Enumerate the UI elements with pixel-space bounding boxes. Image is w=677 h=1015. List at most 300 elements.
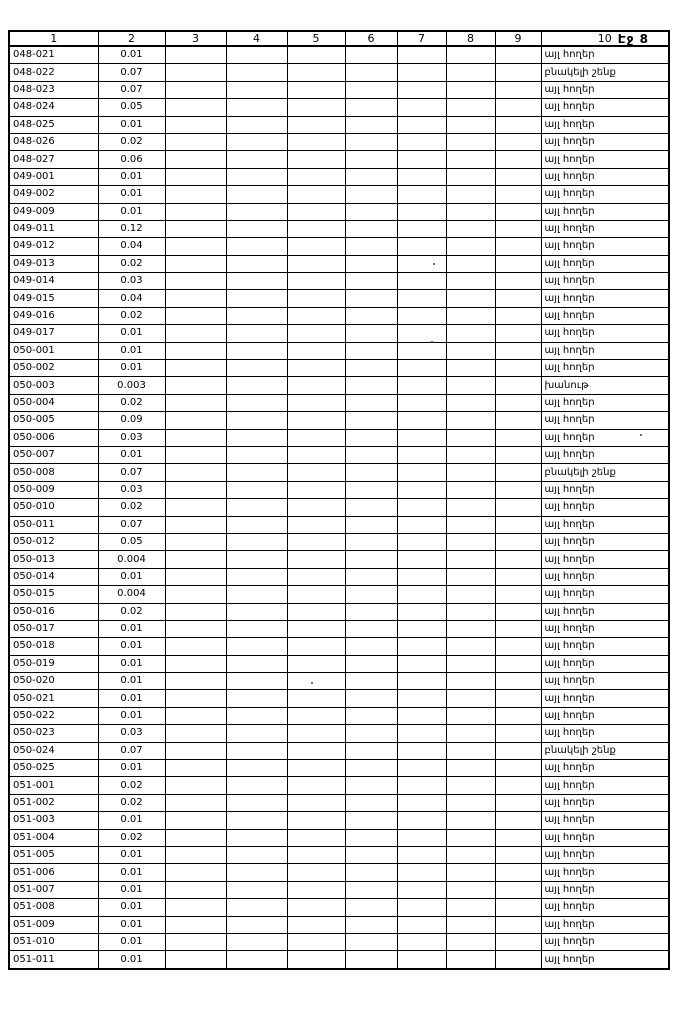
cell-land-type: այլ հողեր: [541, 812, 669, 829]
cell-area-value: 0.01: [98, 638, 165, 655]
cell-empty-col4: [226, 933, 287, 950]
cell-empty-col4: [226, 99, 287, 116]
cell-empty-col3: [165, 203, 226, 220]
cell-parcel-code: 050-023: [9, 725, 98, 742]
cell-empty-col7: [397, 499, 446, 516]
cell-area-value: 0.02: [98, 499, 165, 516]
cell-empty-col8: [446, 116, 495, 133]
cell-empty-col9: [495, 707, 541, 724]
cell-empty-col5: [287, 81, 345, 98]
cell-empty-col5: [287, 742, 345, 759]
table-row: [9, 881, 669, 898]
cell-parcel-code: 048-024: [9, 99, 98, 116]
cell-empty-col9: [495, 568, 541, 585]
cell-land-type: այլ հողեր: [541, 673, 669, 690]
cell-empty-col4: [226, 603, 287, 620]
cell-empty-col5: [287, 360, 345, 377]
cell-area-value: 0.01: [98, 846, 165, 863]
column-header-1: 1: [9, 31, 98, 46]
table-row: [9, 81, 669, 98]
cell-empty-col3: [165, 794, 226, 811]
cell-parcel-code: 050-015: [9, 586, 98, 603]
cell-parcel-code: 048-026: [9, 133, 98, 150]
cell-parcel-code: 050-012: [9, 533, 98, 550]
cell-empty-col8: [446, 881, 495, 898]
cell-empty-col5: [287, 238, 345, 255]
table-row: [9, 638, 669, 655]
cell-empty-col7: [397, 829, 446, 846]
cell-empty-col9: [495, 446, 541, 463]
cell-area-value: 0.12: [98, 220, 165, 237]
cell-empty-col6: [345, 255, 397, 272]
cell-land-type: այլ հողեր: [541, 916, 669, 933]
cell-parcel-code: 051-008: [9, 899, 98, 916]
cell-land-type: այլ հողեր: [541, 290, 669, 307]
cell-empty-col6: [345, 673, 397, 690]
cell-empty-col3: [165, 725, 226, 742]
cell-empty-col4: [226, 794, 287, 811]
cell-empty-col7: [397, 638, 446, 655]
cell-land-type: խանութ: [541, 377, 669, 394]
cell-empty-col8: [446, 568, 495, 585]
cell-empty-col7: [397, 412, 446, 429]
cell-empty-col8: [446, 151, 495, 168]
cell-empty-col3: [165, 360, 226, 377]
cell-empty-col8: [446, 933, 495, 950]
cell-empty-col5: [287, 655, 345, 672]
cell-parcel-code: 048-023: [9, 81, 98, 98]
cell-empty-col4: [226, 273, 287, 290]
cell-empty-col5: [287, 151, 345, 168]
cell-empty-col6: [345, 220, 397, 237]
cell-area-value: 0.02: [98, 255, 165, 272]
cell-empty-col5: [287, 481, 345, 498]
cell-empty-col5: [287, 829, 345, 846]
cell-empty-col9: [495, 760, 541, 777]
cell-land-type: այլ հողեր: [541, 81, 669, 98]
cell-empty-col6: [345, 690, 397, 707]
cell-empty-col6: [345, 325, 397, 342]
cell-empty-col7: [397, 46, 446, 64]
cell-land-type: բնակելի շենք: [541, 64, 669, 81]
cell-land-type: այլ հողեր: [541, 516, 669, 533]
cell-empty-col4: [226, 568, 287, 585]
cell-empty-col9: [495, 64, 541, 81]
cell-empty-col4: [226, 203, 287, 220]
cell-parcel-code: 051-004: [9, 829, 98, 846]
cell-empty-col9: [495, 551, 541, 568]
cell-parcel-code: 050-019: [9, 655, 98, 672]
cell-area-value: 0.02: [98, 307, 165, 324]
cell-empty-col6: [345, 151, 397, 168]
cell-land-type: այլ հողեր: [541, 846, 669, 863]
cell-empty-col6: [345, 203, 397, 220]
cell-empty-col8: [446, 742, 495, 759]
cell-empty-col6: [345, 812, 397, 829]
cell-land-type: այլ հողեր: [541, 499, 669, 516]
cell-parcel-code: 049-013: [9, 255, 98, 272]
table-row: [9, 603, 669, 620]
cell-empty-col6: [345, 916, 397, 933]
cell-parcel-code: 049-011: [9, 220, 98, 237]
cell-parcel-code: 049-017: [9, 325, 98, 342]
cell-empty-col9: [495, 464, 541, 481]
cell-empty-col5: [287, 846, 345, 863]
cell-area-value: 0.07: [98, 516, 165, 533]
cell-empty-col4: [226, 673, 287, 690]
cell-empty-col6: [345, 412, 397, 429]
cell-empty-col3: [165, 533, 226, 550]
cell-parcel-code: 049-014: [9, 273, 98, 290]
cell-empty-col8: [446, 951, 495, 969]
cell-empty-col3: [165, 864, 226, 881]
cell-empty-col7: [397, 655, 446, 672]
cell-empty-col5: [287, 394, 345, 411]
cell-empty-col5: [287, 881, 345, 898]
cell-parcel-code: 050-022: [9, 707, 98, 724]
cell-parcel-code: 048-021: [9, 46, 98, 64]
cell-parcel-code: 050-017: [9, 620, 98, 637]
cell-area-value: 0.01: [98, 186, 165, 203]
cell-empty-col3: [165, 116, 226, 133]
cell-empty-col3: [165, 760, 226, 777]
cell-empty-col3: [165, 568, 226, 585]
cell-empty-col7: [397, 133, 446, 150]
cell-empty-col5: [287, 533, 345, 550]
cell-empty-col3: [165, 255, 226, 272]
cell-land-type: այլ հողեր: [541, 255, 669, 272]
cell-empty-col4: [226, 168, 287, 185]
cell-empty-col8: [446, 273, 495, 290]
cell-empty-col6: [345, 951, 397, 969]
cell-empty-col8: [446, 290, 495, 307]
cell-area-value: 0.01: [98, 864, 165, 881]
cell-empty-col8: [446, 551, 495, 568]
cell-empty-col9: [495, 933, 541, 950]
cell-empty-col6: [345, 238, 397, 255]
cell-empty-col3: [165, 133, 226, 150]
cell-empty-col5: [287, 255, 345, 272]
cell-area-value: 0.01: [98, 760, 165, 777]
cell-empty-col8: [446, 516, 495, 533]
cell-parcel-code: 049-012: [9, 238, 98, 255]
cell-parcel-code: 050-003: [9, 377, 98, 394]
cell-empty-col8: [446, 586, 495, 603]
table-row: [9, 899, 669, 916]
cell-empty-col6: [345, 342, 397, 359]
table-row: [9, 203, 669, 220]
cell-empty-col4: [226, 516, 287, 533]
cell-empty-col6: [345, 533, 397, 550]
cell-empty-col9: [495, 638, 541, 655]
cell-area-value: 0.01: [98, 325, 165, 342]
cell-empty-col7: [397, 707, 446, 724]
cell-empty-col4: [226, 325, 287, 342]
cell-parcel-code: 050-007: [9, 446, 98, 463]
cell-empty-col9: [495, 307, 541, 324]
cell-empty-col3: [165, 812, 226, 829]
cell-empty-col6: [345, 481, 397, 498]
table-row: [9, 673, 669, 690]
cell-area-value: 0.01: [98, 116, 165, 133]
cell-empty-col9: [495, 516, 541, 533]
table-row: [9, 777, 669, 794]
cell-empty-col3: [165, 829, 226, 846]
cell-parcel-code: 051-002: [9, 794, 98, 811]
cell-empty-col3: [165, 690, 226, 707]
cell-empty-col7: [397, 933, 446, 950]
cell-empty-col7: [397, 568, 446, 585]
cell-empty-col4: [226, 412, 287, 429]
table-row: [9, 151, 669, 168]
cell-land-type: այլ հողեր: [541, 881, 669, 898]
cell-area-value: 0.02: [98, 603, 165, 620]
cell-land-type: այլ հողեր: [541, 951, 669, 969]
cell-empty-col4: [226, 655, 287, 672]
cell-land-type: այլ հողեր: [541, 151, 669, 168]
cell-area-value: 0.06: [98, 151, 165, 168]
cell-empty-col5: [287, 429, 345, 446]
cell-empty-col8: [446, 864, 495, 881]
cell-empty-col6: [345, 864, 397, 881]
table-row: [9, 116, 669, 133]
cell-parcel-code: 050-018: [9, 638, 98, 655]
cell-empty-col6: [345, 846, 397, 863]
page-number-label: Էջ 8: [617, 32, 649, 46]
cell-empty-col3: [165, 307, 226, 324]
cell-empty-col4: [226, 916, 287, 933]
table-row: [9, 186, 669, 203]
cell-empty-col5: [287, 446, 345, 463]
cell-land-type: այլ հողեր: [541, 220, 669, 237]
cell-land-type: բնակելի շենք: [541, 464, 669, 481]
cell-empty-col6: [345, 725, 397, 742]
cell-empty-col8: [446, 846, 495, 863]
column-header-4: 4: [226, 31, 287, 46]
cell-empty-col5: [287, 673, 345, 690]
table-row: [9, 377, 669, 394]
cell-empty-col5: [287, 707, 345, 724]
table-row: [9, 794, 669, 811]
cell-area-value: 0.003: [98, 377, 165, 394]
cell-area-value: 0.01: [98, 620, 165, 637]
cell-land-type: այլ հողեր: [541, 690, 669, 707]
cell-empty-col4: [226, 499, 287, 516]
header-row: [9, 31, 669, 46]
table-row: [9, 916, 669, 933]
cell-empty-col8: [446, 446, 495, 463]
cell-empty-col5: [287, 133, 345, 150]
cell-area-value: 0.01: [98, 690, 165, 707]
cell-empty-col4: [226, 116, 287, 133]
cell-empty-col7: [397, 99, 446, 116]
cell-empty-col5: [287, 951, 345, 969]
cell-empty-col4: [226, 377, 287, 394]
cell-area-value: 0.01: [98, 916, 165, 933]
cell-empty-col7: [397, 690, 446, 707]
cell-empty-col3: [165, 933, 226, 950]
cell-parcel-code: 050-011: [9, 516, 98, 533]
cell-empty-col8: [446, 899, 495, 916]
cell-parcel-code: 049-016: [9, 307, 98, 324]
cell-empty-col4: [226, 307, 287, 324]
cell-land-type: այլ հողեր: [541, 568, 669, 585]
cell-empty-col7: [397, 899, 446, 916]
cell-empty-col9: [495, 429, 541, 446]
cell-land-type: այլ հողեր: [541, 186, 669, 203]
cell-parcel-code: 050-013: [9, 551, 98, 568]
cell-empty-col7: [397, 916, 446, 933]
cell-empty-col5: [287, 603, 345, 620]
table-row: [9, 933, 669, 950]
cell-parcel-code: 050-020: [9, 673, 98, 690]
cell-empty-col5: [287, 412, 345, 429]
cell-empty-col8: [446, 255, 495, 272]
cell-empty-col4: [226, 481, 287, 498]
cell-land-type: այլ հողեր: [541, 760, 669, 777]
cell-area-value: 0.07: [98, 64, 165, 81]
cell-parcel-code: 048-022: [9, 64, 98, 81]
cell-empty-col4: [226, 586, 287, 603]
cell-area-value: 0.01: [98, 360, 165, 377]
cell-empty-col8: [446, 81, 495, 98]
table-row: [9, 64, 669, 81]
cell-empty-col6: [345, 707, 397, 724]
cell-land-type: այլ հողեր: [541, 603, 669, 620]
cell-empty-col3: [165, 64, 226, 81]
cell-area-value: 0.01: [98, 342, 165, 359]
cell-empty-col7: [397, 481, 446, 498]
cell-empty-col8: [446, 360, 495, 377]
cell-parcel-code: 051-010: [9, 933, 98, 950]
cell-parcel-code: 051-006: [9, 864, 98, 881]
cell-empty-col5: [287, 620, 345, 637]
cell-land-type: այլ հողեր: [541, 551, 669, 568]
cell-empty-col6: [345, 655, 397, 672]
cell-area-value: 0.01: [98, 168, 165, 185]
cell-empty-col8: [446, 377, 495, 394]
cell-empty-col9: [495, 273, 541, 290]
table-row: [9, 620, 669, 637]
cell-empty-col7: [397, 464, 446, 481]
cell-empty-col4: [226, 707, 287, 724]
cell-empty-col7: [397, 151, 446, 168]
cell-empty-col6: [345, 99, 397, 116]
table-row: [9, 342, 669, 359]
cell-empty-col7: [397, 360, 446, 377]
cell-area-value: 0.02: [98, 394, 165, 411]
cell-empty-col8: [446, 99, 495, 116]
cell-parcel-code: 050-006: [9, 429, 98, 446]
cell-empty-col9: [495, 620, 541, 637]
column-header-9: 9: [495, 31, 541, 46]
cell-empty-col5: [287, 220, 345, 237]
cell-empty-col8: [446, 64, 495, 81]
table-row: [9, 429, 669, 446]
cell-empty-col6: [345, 290, 397, 307]
cell-empty-col4: [226, 690, 287, 707]
cell-empty-col7: [397, 429, 446, 446]
cell-empty-col9: [495, 742, 541, 759]
cell-empty-col8: [446, 916, 495, 933]
cell-land-type: այլ հողեր: [541, 481, 669, 498]
cell-empty-col7: [397, 586, 446, 603]
cell-empty-col7: [397, 742, 446, 759]
cell-empty-col8: [446, 760, 495, 777]
cell-empty-col4: [226, 812, 287, 829]
cell-empty-col3: [165, 673, 226, 690]
cell-empty-col5: [287, 777, 345, 794]
table-row: [9, 951, 669, 969]
table-row: [9, 133, 669, 150]
cell-area-value: 0.02: [98, 794, 165, 811]
cell-empty-col5: [287, 568, 345, 585]
cell-empty-col7: [397, 760, 446, 777]
cell-empty-col7: [397, 273, 446, 290]
cell-empty-col4: [226, 829, 287, 846]
cell-parcel-code: 051-011: [9, 951, 98, 969]
cell-empty-col8: [446, 168, 495, 185]
cell-empty-col8: [446, 777, 495, 794]
cell-land-type: այլ հողեր: [541, 899, 669, 916]
cell-empty-col7: [397, 290, 446, 307]
cell-empty-col3: [165, 429, 226, 446]
cell-empty-col8: [446, 342, 495, 359]
cell-empty-col3: [165, 481, 226, 498]
cell-empty-col6: [345, 829, 397, 846]
cell-land-type: այլ հողեր: [541, 203, 669, 220]
column-header-3: 3: [165, 31, 226, 46]
cell-parcel-code: 050-001: [9, 342, 98, 359]
cell-empty-col3: [165, 638, 226, 655]
cell-parcel-code: 050-014: [9, 568, 98, 585]
cell-empty-col7: [397, 186, 446, 203]
table-row: [9, 238, 669, 255]
cell-empty-col9: [495, 255, 541, 272]
cell-empty-col5: [287, 464, 345, 481]
cell-empty-col3: [165, 777, 226, 794]
cell-empty-col5: [287, 864, 345, 881]
cell-empty-col5: [287, 377, 345, 394]
table-row: [9, 325, 669, 342]
cell-empty-col4: [226, 394, 287, 411]
cell-parcel-code: 048-025: [9, 116, 98, 133]
cell-area-value: 0.07: [98, 81, 165, 98]
cell-parcel-code: 051-005: [9, 846, 98, 863]
table-row: [9, 655, 669, 672]
cell-parcel-code: 050-016: [9, 603, 98, 620]
cell-empty-col9: [495, 238, 541, 255]
cell-land-type: այլ հողեր: [541, 638, 669, 655]
cell-empty-col7: [397, 307, 446, 324]
cell-empty-col7: [397, 342, 446, 359]
cell-empty-col3: [165, 151, 226, 168]
cell-empty-col4: [226, 951, 287, 969]
cell-empty-col6: [345, 603, 397, 620]
cell-empty-col8: [446, 203, 495, 220]
cell-parcel-code: 050-024: [9, 742, 98, 759]
cell-empty-col8: [446, 638, 495, 655]
cell-empty-col7: [397, 64, 446, 81]
cell-empty-col4: [226, 846, 287, 863]
cell-empty-col8: [446, 725, 495, 742]
cell-empty-col4: [226, 290, 287, 307]
cell-area-value: 0.01: [98, 568, 165, 585]
cell-empty-col6: [345, 168, 397, 185]
cell-parcel-code: 051-007: [9, 881, 98, 898]
cell-area-value: 0.04: [98, 238, 165, 255]
cell-empty-col4: [226, 446, 287, 463]
